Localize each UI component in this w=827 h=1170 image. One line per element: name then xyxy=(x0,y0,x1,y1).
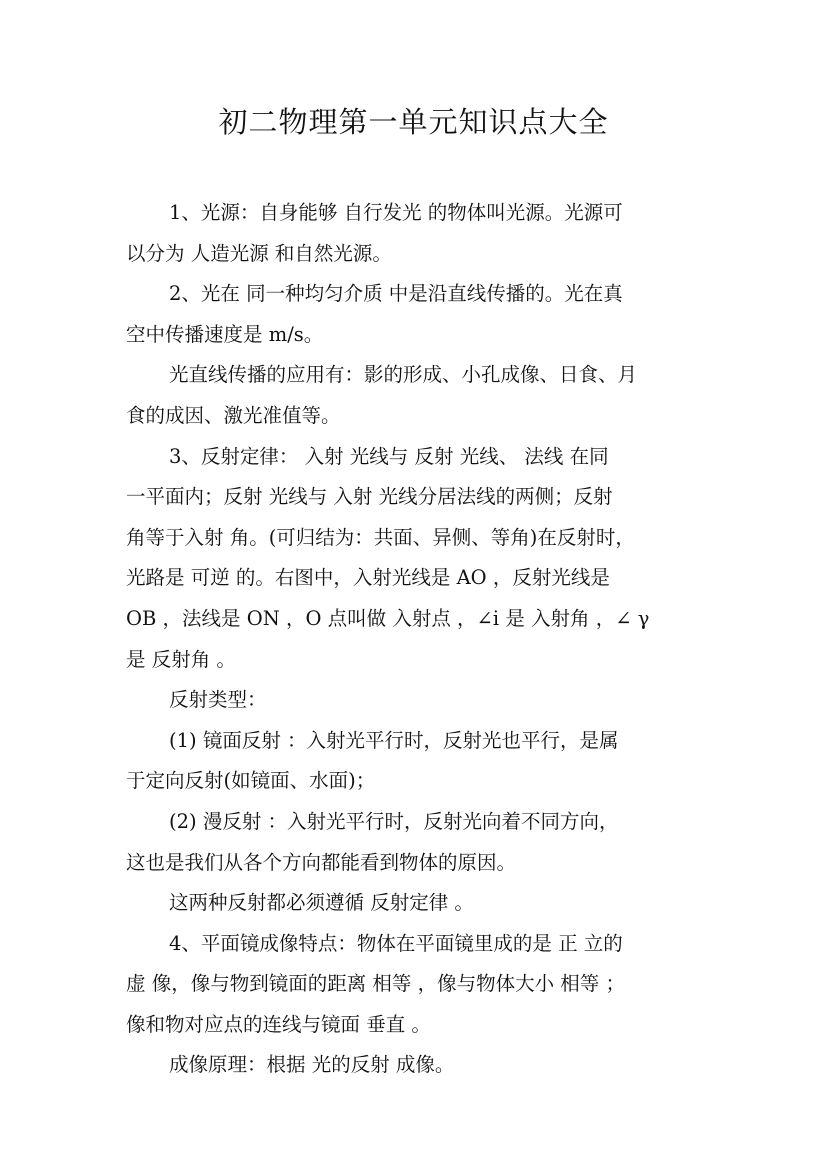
paragraph-propagation-applications xyxy=(126,355,706,436)
text-line: OB ，法线是 ON ，O 点叫做 入射点 ，∠i 是 入射角 ，∠ γ xyxy=(126,606,650,630)
paragraph-specular-reflection xyxy=(126,721,706,802)
text-line: 2、光在 同一种均匀介质 中是沿直线传播的。光在真 xyxy=(169,282,623,306)
text-line: 1、光源：自身能够 自行发光 的物体叫光源。光源可 xyxy=(169,201,623,224)
paragraph-light-source xyxy=(126,193,706,274)
paragraph-both-follow-law xyxy=(126,883,706,924)
text-line: (1) 镜面反射 ：入射光平行时，反射光也平行，是属 xyxy=(169,728,619,752)
text-line: 角等于入射 角。(可归结为：共面、异侧、等角)在反射时， xyxy=(126,525,635,549)
paragraph-plane-mirror xyxy=(126,924,706,1046)
document-body xyxy=(126,193,706,1086)
text-line: 光直线传播的应用有：影的形成、小孔成像、日食、月 xyxy=(169,363,638,387)
text-line: 是 反射角 。 xyxy=(126,647,236,671)
text-line: 像和物对应点的连线与镜面 垂直 。 xyxy=(126,1012,431,1036)
text-line: 空中传播速度是 m/s。 xyxy=(126,322,324,346)
paragraph-straight-propagation xyxy=(126,274,706,355)
paragraph-imaging-principle xyxy=(126,1045,706,1086)
text-line: 于定向反射(如镜面、水面)； xyxy=(126,769,376,793)
paragraph-reflection-law xyxy=(126,437,706,681)
document-title: 初二物理第一单元知识点大全 xyxy=(218,105,609,139)
text-line: 一平面内；反射 光线与 入射 光线分居法线的两侧；反射 xyxy=(126,485,613,509)
text-line: 这也是我们从各个方向都能看到物体的原因。 xyxy=(126,850,517,874)
text-line: 虚 像，像与物到镜面的距离 相等 ，像与物体大小 相等 ； xyxy=(126,972,625,996)
text-line: 食的成因、激光准值等。 xyxy=(126,403,341,427)
text-line: 反射类型： xyxy=(169,688,267,712)
paragraph-diffuse-reflection xyxy=(126,802,706,883)
text-line: 这两种反射都必须遵循 反射定律 。 xyxy=(169,891,474,915)
text-line: 以分为 人造光源 和自然光源。 xyxy=(126,241,392,265)
text-line: 4、平面镜成像特点：物体在平面镜里成的是 正 立的 xyxy=(169,931,623,955)
text-line: (2) 漫反射 ：入射光平行时，反射光向着不同方向， xyxy=(169,809,619,833)
paragraph-reflection-types-heading xyxy=(126,680,706,721)
text-line: 3、反射定律： 入射 光线与 反射 光线、 法线 在同 xyxy=(169,444,609,468)
text-line: 成像原理：根据 光的反射 成像。 xyxy=(169,1053,455,1077)
text-line: 光路是 可逆 的。右图中，入射光线是 AO ，反射光线是 xyxy=(126,566,610,590)
